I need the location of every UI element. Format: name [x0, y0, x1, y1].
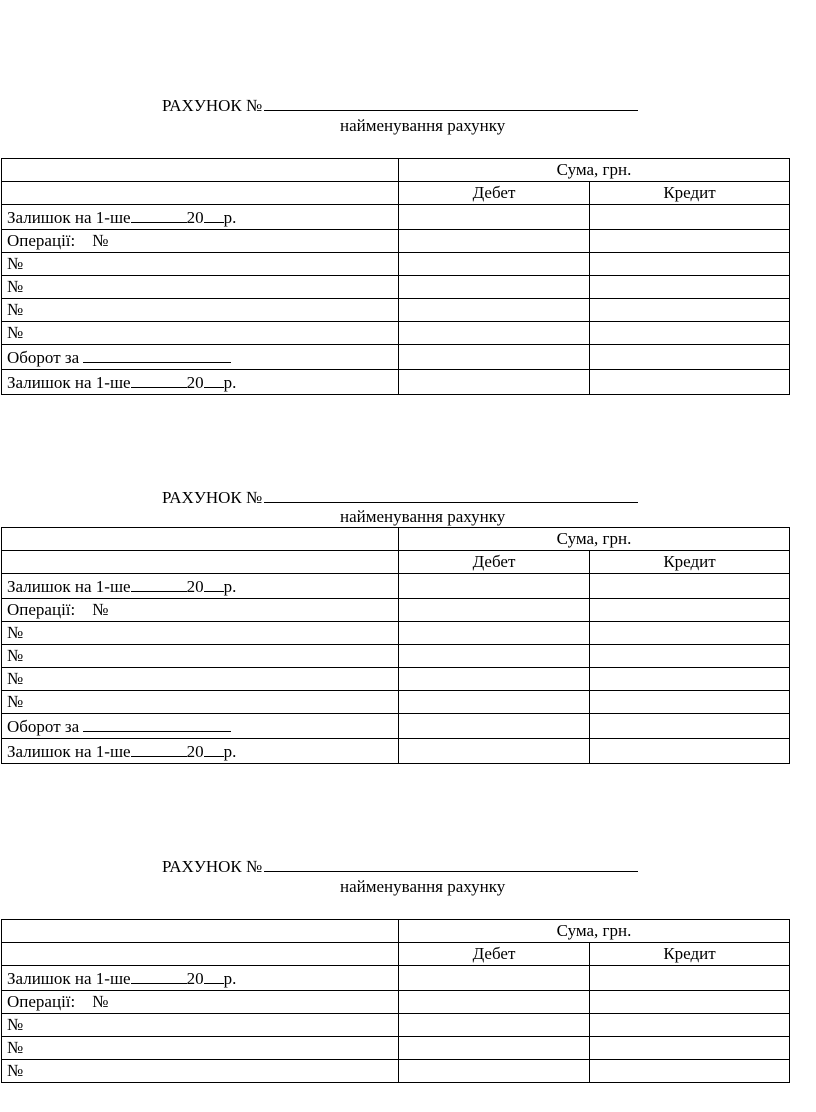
operation-number: № — [2, 276, 399, 299]
credit-cell — [590, 322, 790, 345]
sum-header: Сума, грн. — [399, 920, 790, 943]
credit-cell — [590, 1060, 790, 1083]
account-number-blank — [264, 854, 638, 872]
account-number-blank — [264, 93, 638, 111]
table-row — [2, 739, 790, 764]
table-cell — [2, 528, 399, 551]
opening-balance-label: Залишок на 1-ше 20 р. — [2, 966, 399, 991]
debit-cell — [399, 599, 590, 622]
debit-header: Дебет — [399, 943, 590, 966]
operation-number: № — [2, 622, 399, 645]
debit-cell — [399, 230, 590, 253]
account-table — [1, 158, 790, 395]
table-cell — [2, 159, 399, 182]
debit-cell — [399, 966, 590, 991]
debit-cell — [399, 322, 590, 345]
debit-cell — [399, 299, 590, 322]
credit-header: Кредит — [590, 551, 790, 574]
table-row — [2, 622, 790, 645]
credit-cell — [590, 253, 790, 276]
table-cell — [2, 551, 399, 574]
table-row — [2, 574, 790, 599]
table-row — [2, 253, 790, 276]
opening-balance-label: Залишок на 1-ше 20 р. — [2, 205, 399, 230]
account-table — [1, 527, 790, 764]
credit-cell — [590, 739, 790, 764]
operations-label: Операції: № — [2, 230, 399, 253]
debit-cell — [399, 276, 590, 299]
sum-header: Сума, грн. — [399, 159, 790, 182]
table-row — [2, 714, 790, 739]
table-row — [2, 370, 790, 395]
credit-cell — [590, 574, 790, 599]
table-row — [2, 528, 790, 551]
turnover-label: Оборот за — [2, 714, 399, 739]
debit-cell — [399, 645, 590, 668]
debit-cell — [399, 1060, 590, 1083]
account-title-label: РАХУНОК № — [162, 857, 263, 876]
credit-cell — [590, 230, 790, 253]
table-row — [2, 182, 790, 205]
credit-cell — [590, 645, 790, 668]
opening-balance-label: Залишок на 1-ше 20 р. — [2, 574, 399, 599]
account-title — [162, 93, 638, 116]
turnover-label: Оборот за — [2, 345, 399, 370]
debit-cell — [399, 991, 590, 1014]
table-cell — [2, 920, 399, 943]
table-row — [2, 299, 790, 322]
table-row — [2, 1014, 790, 1037]
operation-number: № — [2, 253, 399, 276]
table-row — [2, 920, 790, 943]
closing-balance-label: Залишок на 1-ше 20 р. — [2, 739, 399, 764]
credit-cell — [590, 345, 790, 370]
debit-cell — [399, 691, 590, 714]
credit-cell — [590, 205, 790, 230]
account-table — [1, 919, 790, 1083]
debit-cell — [399, 205, 590, 230]
credit-cell — [590, 668, 790, 691]
debit-cell — [399, 1014, 590, 1037]
table-row — [2, 159, 790, 182]
debit-cell — [399, 1037, 590, 1060]
operation-number: № — [2, 322, 399, 345]
table-row — [2, 551, 790, 574]
debit-cell — [399, 622, 590, 645]
credit-cell — [590, 370, 790, 395]
table-row — [2, 943, 790, 966]
account-title-label: РАХУНОК № — [162, 96, 263, 115]
table-cell — [2, 943, 399, 966]
debit-header: Дебет — [399, 182, 590, 205]
operation-number: № — [2, 645, 399, 668]
operation-number: № — [2, 1060, 399, 1083]
debit-cell — [399, 714, 590, 739]
debit-cell — [399, 253, 590, 276]
account-title — [162, 854, 638, 877]
account-name-caption: найменування рахунку — [340, 116, 506, 135]
table-row — [2, 691, 790, 714]
table-row — [2, 599, 790, 622]
table-row — [2, 645, 790, 668]
table-row — [2, 230, 790, 253]
table-row — [2, 1037, 790, 1060]
account-title-label: РАХУНОК № — [162, 488, 263, 507]
table-row — [2, 276, 790, 299]
credit-cell — [590, 691, 790, 714]
debit-cell — [399, 574, 590, 599]
operation-number: № — [2, 1037, 399, 1060]
account-title — [162, 485, 638, 508]
closing-balance-label: Залишок на 1-ше 20 р. — [2, 370, 399, 395]
operation-number: № — [2, 668, 399, 691]
table-cell — [2, 182, 399, 205]
table-row — [2, 322, 790, 345]
debit-cell — [399, 370, 590, 395]
operation-number: № — [2, 299, 399, 322]
operations-label: Операції: № — [2, 599, 399, 622]
operations-label: Операції: № — [2, 991, 399, 1014]
credit-cell — [590, 276, 790, 299]
table-row — [2, 345, 790, 370]
debit-cell — [399, 739, 590, 764]
table-row — [2, 1060, 790, 1083]
credit-cell — [590, 714, 790, 739]
credit-cell — [590, 1037, 790, 1060]
debit-cell — [399, 345, 590, 370]
account-number-blank — [264, 485, 638, 503]
debit-header: Дебет — [399, 551, 590, 574]
credit-header: Кредит — [590, 943, 790, 966]
credit-cell — [590, 991, 790, 1014]
credit-cell — [590, 966, 790, 991]
operation-number: № — [2, 1014, 399, 1037]
table-row — [2, 205, 790, 230]
credit-cell — [590, 599, 790, 622]
table-row — [2, 668, 790, 691]
sum-header: Сума, грн. — [399, 528, 790, 551]
credit-header: Кредит — [590, 182, 790, 205]
credit-cell — [590, 299, 790, 322]
account-name-caption: найменування рахунку — [340, 507, 506, 526]
operation-number: № — [2, 691, 399, 714]
credit-cell — [590, 1014, 790, 1037]
account-name-caption: найменування рахунку — [340, 877, 506, 896]
debit-cell — [399, 668, 590, 691]
table-row — [2, 991, 790, 1014]
table-row — [2, 966, 790, 991]
credit-cell — [590, 622, 790, 645]
